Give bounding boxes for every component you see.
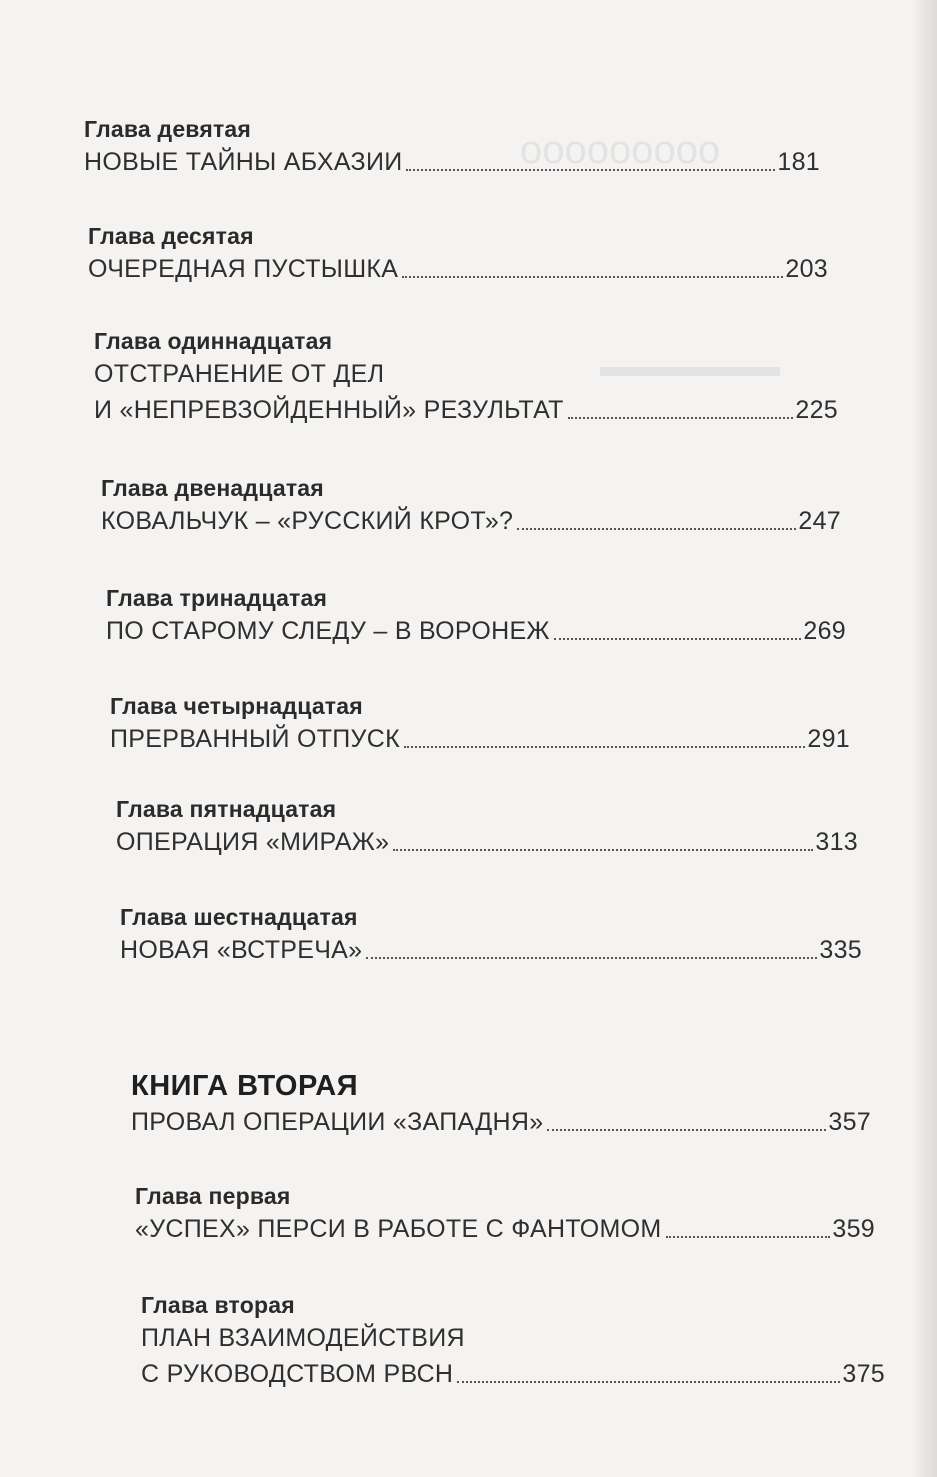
book-heading: КНИГА ВТОРАЯ bbox=[131, 1070, 359, 1102]
chapter-title: НОВЫЕ ТАЙНЫ АБХАЗИИ bbox=[84, 148, 403, 176]
toc-entry bbox=[135, 1181, 875, 1247]
page-number: 247 bbox=[798, 507, 841, 535]
toc-entry bbox=[101, 473, 841, 539]
toc-line bbox=[141, 1356, 885, 1392]
chapter-title: ОПЕРАЦИЯ «МИРАЖ» bbox=[116, 828, 390, 856]
toc-line bbox=[84, 144, 820, 180]
dot-leader bbox=[393, 849, 813, 851]
book-title: ПРОВАЛ ОПЕРАЦИИ «ЗАПАДНЯ» bbox=[131, 1108, 544, 1136]
toc-entry bbox=[106, 583, 846, 649]
chapter-title: ПРЕРВАННЫЙ ОТПУСК bbox=[110, 725, 400, 753]
toc-line bbox=[106, 613, 846, 649]
page-number: 225 bbox=[795, 396, 838, 424]
toc-line bbox=[101, 503, 841, 539]
chapter-label: Глава одиннадцатая bbox=[94, 328, 333, 354]
toc-line bbox=[94, 356, 838, 392]
dot-leader bbox=[568, 417, 794, 419]
toc-line bbox=[120, 932, 862, 968]
page-number: 335 bbox=[819, 936, 862, 964]
dot-leader bbox=[366, 957, 817, 959]
dot-leader bbox=[554, 638, 802, 640]
toc-entry bbox=[110, 691, 850, 757]
page-number: 359 bbox=[832, 1215, 875, 1243]
chapter-label: Глава тринадцатая bbox=[106, 585, 328, 611]
dot-leader bbox=[457, 1381, 840, 1383]
chapter-title: ПЛАН ВЗАИМОДЕЙСТВИЯ bbox=[141, 1324, 465, 1352]
bleed-through-text: ▬▬▬▬▬▬ bbox=[600, 350, 780, 383]
dot-leader bbox=[666, 1236, 831, 1238]
toc-line bbox=[135, 1211, 875, 1247]
toc-entry bbox=[116, 794, 858, 860]
chapter-label: Глава четырнадцатая bbox=[110, 693, 363, 719]
toc-line bbox=[88, 251, 828, 287]
toc-line bbox=[131, 1104, 871, 1140]
page-number: 181 bbox=[777, 148, 820, 176]
page-number: 203 bbox=[785, 255, 828, 283]
chapter-title: НОВАЯ «ВСТРЕЧА» bbox=[120, 936, 363, 964]
chapter-title: И «НЕПРЕВЗОЙДЕННЫЙ» РЕЗУЛЬТАТ bbox=[94, 396, 564, 424]
dot-leader bbox=[402, 276, 783, 278]
page-number: 291 bbox=[807, 725, 850, 753]
page-number: 357 bbox=[828, 1108, 871, 1136]
page-number: 375 bbox=[842, 1360, 885, 1388]
chapter-label: Глава пятнадцатая bbox=[116, 796, 337, 822]
toc-line bbox=[94, 392, 838, 428]
toc-line bbox=[110, 721, 850, 757]
dot-leader bbox=[406, 169, 775, 171]
dot-leader bbox=[517, 528, 796, 530]
chapter-title: ОЧЕРЕДНАЯ ПУСТЫШКА bbox=[88, 255, 399, 283]
chapter-label: Глава первая bbox=[135, 1183, 291, 1209]
chapter-label: Глава шестнадцатая bbox=[120, 904, 358, 930]
chapter-title: «УСПЕХ» ПЕРСИ В РАБОТЕ С ФАНТОМОМ bbox=[135, 1215, 662, 1243]
toc-line bbox=[141, 1320, 885, 1356]
bleed-through-text: ооооооооо bbox=[520, 128, 721, 172]
dot-leader bbox=[547, 1129, 826, 1131]
toc-entry bbox=[120, 902, 862, 968]
dot-leader bbox=[404, 746, 805, 748]
book-two-section bbox=[131, 1068, 871, 1140]
chapter-title: КОВАЛЬЧУК – «РУССКИЙ КРОТ»? bbox=[101, 507, 514, 535]
toc-entry bbox=[141, 1290, 885, 1392]
chapter-label: Глава вторая bbox=[141, 1292, 295, 1318]
chapter-label: Глава десятая bbox=[88, 223, 254, 249]
toc-entry bbox=[88, 221, 828, 287]
page-number: 269 bbox=[803, 617, 846, 645]
toc-entry bbox=[94, 326, 838, 428]
toc-entry bbox=[84, 114, 820, 180]
chapter-label: Глава двенадцатая bbox=[101, 475, 324, 501]
toc-line bbox=[116, 824, 858, 860]
chapter-title: С РУКОВОДСТВОМ РВСН bbox=[141, 1360, 454, 1388]
chapter-title: ПО СТАРОМУ СЛЕДУ – В ВОРОНЕЖ bbox=[106, 617, 550, 645]
page-number: 313 bbox=[815, 828, 858, 856]
chapter-title: ОТСТРАНЕНИЕ ОТ ДЕЛ bbox=[94, 360, 385, 388]
chapter-label: Глава девятая bbox=[84, 116, 252, 142]
